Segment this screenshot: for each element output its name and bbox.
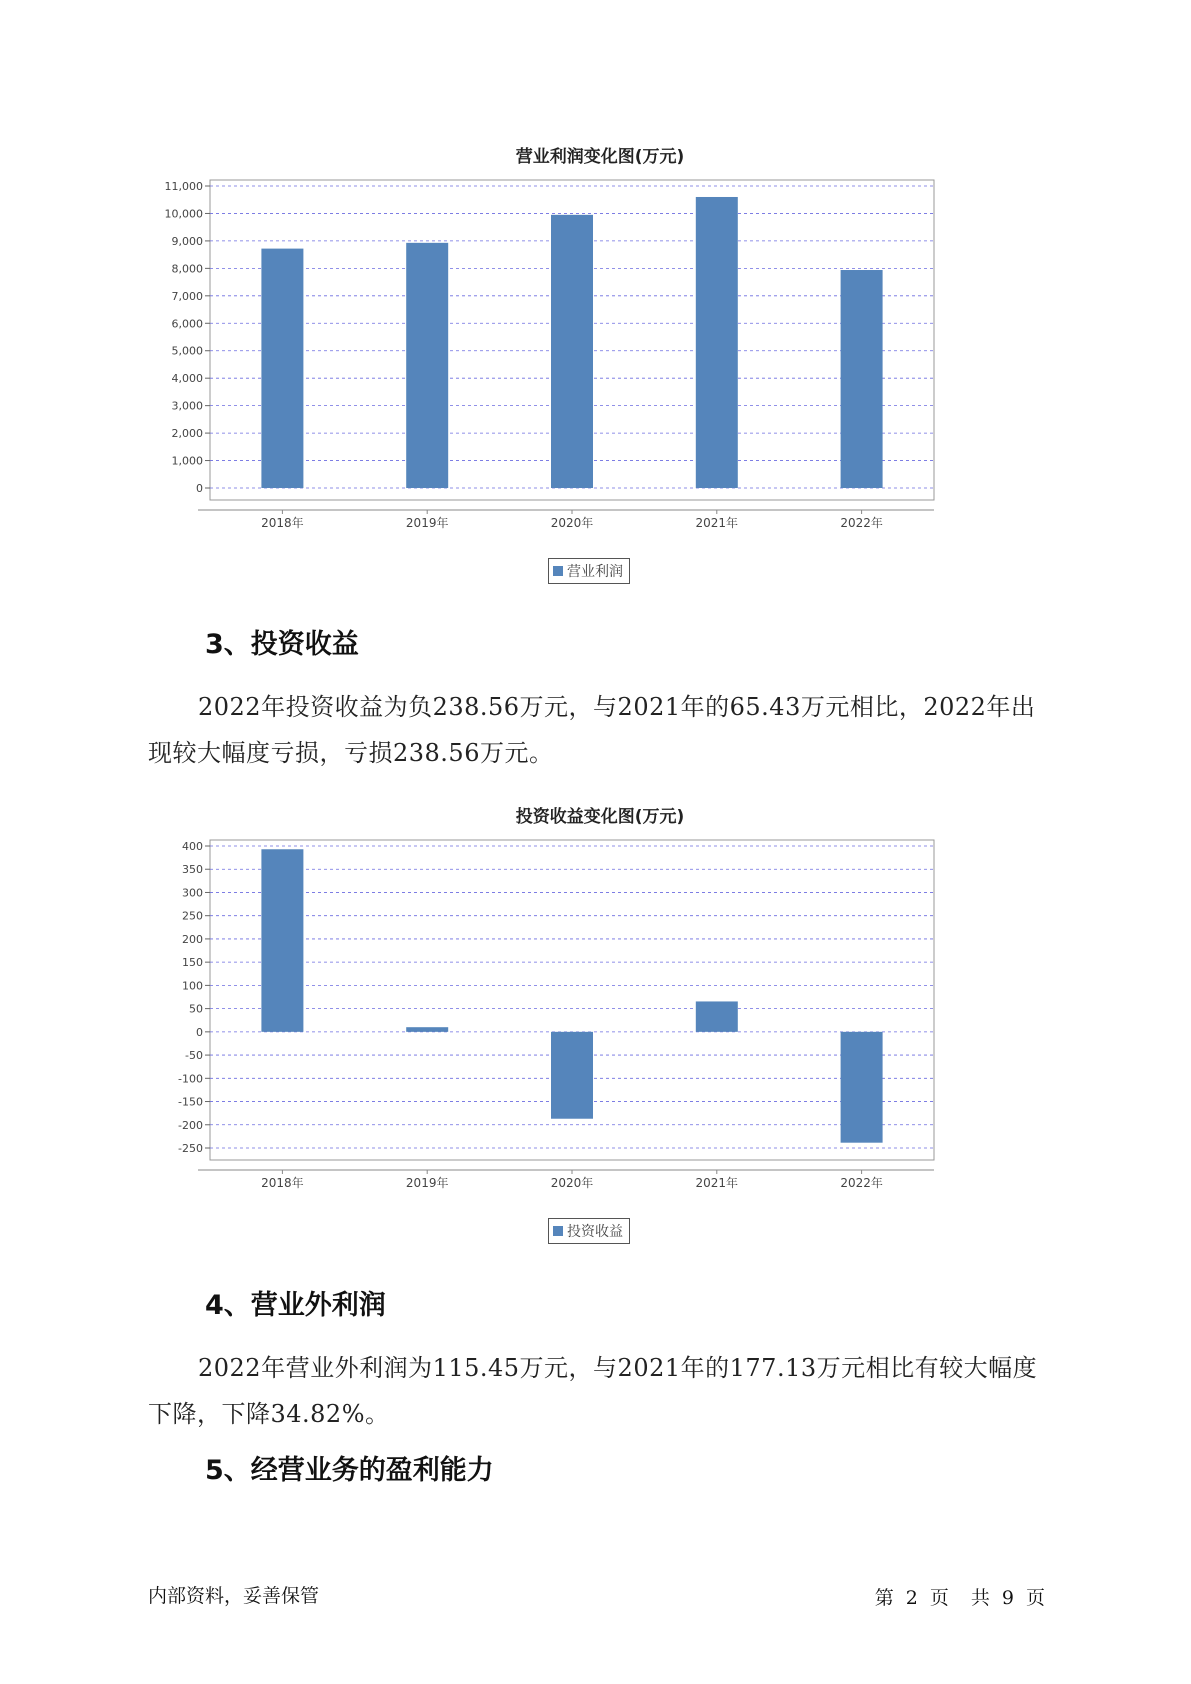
x-tick-label: 2019年 [405,516,449,530]
bar [551,1032,593,1119]
y-tick-label: 7,000 [171,289,203,303]
footer-confidential-note: 内部资料，妥善保管 [148,1585,320,1607]
chart-legend [548,1218,630,1244]
y-tick-label: -250 [178,1142,203,1155]
section-heading: 3、投资收益 [205,629,359,660]
y-tick-label: 0 [196,1025,203,1039]
chart-plot [150,840,1050,1190]
x-tick-label: 2022年 [840,516,883,530]
y-tick-label: 4,000 [171,372,203,386]
y-tick-label: -150 [178,1095,203,1109]
investment-income-chart [150,800,1050,1250]
y-tick-label: 8,000 [171,262,203,276]
bar [551,215,593,488]
total-num: 9 [1001,1587,1014,1609]
bar [841,270,883,488]
legend-label: 投资收益 [567,1224,623,1240]
x-tick-label: 2018年 [261,1176,304,1190]
y-tick-label: 200 [182,932,203,946]
bar [696,197,738,488]
y-tick-label: 400 [182,840,203,853]
y-tick-label: 0 [196,482,203,495]
x-tick-label: 2021年 [695,516,739,530]
page-mid: 页 [929,1587,949,1609]
y-tick-label: 11,000 [164,180,203,193]
bar [261,249,303,488]
y-tick-label: 6,000 [171,317,203,331]
total-prefix: 共 [970,1587,990,1609]
y-tick-label: 350 [182,863,203,877]
total-suffix: 页 [1025,1587,1045,1609]
y-tick-label: 2,000 [171,427,203,441]
x-tick-label: 2019年 [405,1176,449,1190]
bar [406,243,448,488]
y-tick-label: -100 [178,1072,203,1086]
x-tick-label: 2021年 [695,1176,739,1190]
section-paragraph: 2022年营业外利润为115.45万元，与2021年的177.13万元相比有较大幅度下降，下降34.82%。 [148,1354,1038,1428]
chart-plot [150,180,1050,530]
x-tick-label: 2022年 [840,1176,883,1190]
y-tick-label: 1,000 [171,454,203,468]
legend-label: 营业利润 [567,564,623,580]
bar [696,1001,738,1031]
footer-page-number [869,1583,1051,1610]
section-paragraph: 2022年投资收益为负238.56万元，与2021年的65.43万元相比，2022年出现较大幅度亏损，亏损238.56万元。 [148,693,1036,767]
section-heading: 4、营业外利润 [205,1290,386,1321]
chart-legend [548,558,630,584]
bar [261,849,303,1032]
bar [841,1032,883,1143]
legend-swatch [553,566,563,576]
bar [406,1027,448,1032]
y-tick-label: 150 [182,956,203,970]
chart-title: 投资收益变化图(万元) [515,807,685,827]
operating-profit-chart [150,140,1050,590]
chart-title: 营业利润变化图(万元) [515,147,685,167]
y-tick-label: 50 [189,1002,203,1016]
x-tick-label: 2020年 [550,1176,594,1190]
y-tick-label: -50 [185,1049,203,1063]
x-tick-label: 2020年 [550,516,594,530]
y-tick-label: 5,000 [171,344,203,358]
page-num: 2 [905,1587,918,1609]
y-tick-label: 10,000 [164,207,203,221]
y-tick-label: 250 [182,909,203,923]
section-heading: 5、经营业务的盈利能力 [205,1455,494,1486]
y-tick-label: 100 [182,979,203,993]
legend-swatch [553,1226,563,1236]
x-tick-label: 2018年 [261,516,304,530]
y-tick-label: -200 [178,1118,203,1132]
y-tick-label: 3,000 [171,399,203,413]
page-prefix: 第 [874,1587,894,1609]
y-tick-label: 9,000 [171,234,203,248]
y-tick-label: 300 [182,886,203,900]
